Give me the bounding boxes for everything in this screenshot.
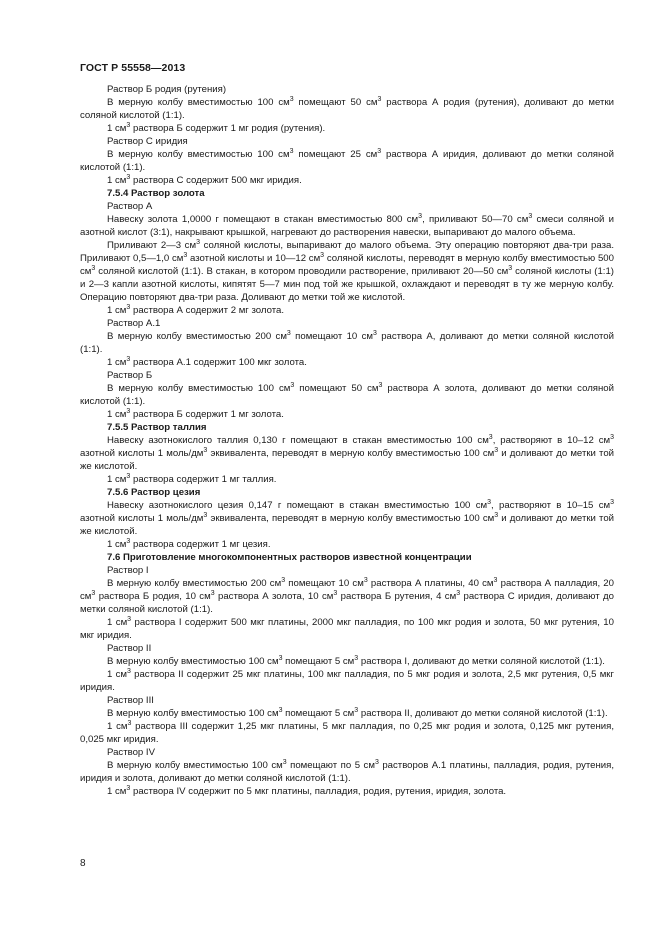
text-run: раствора содержит 1 мг цезия. [130, 539, 271, 550]
text-run: раствора А родия (рутения), доливают до метки соляной кислотой (1:1). [80, 97, 614, 121]
text-cesium-prep [80, 499, 614, 538]
superscript: 3 [494, 512, 499, 519]
superscript: 3 [91, 590, 96, 597]
superscript: 3 [372, 330, 377, 337]
text-gold-b-prep [80, 382, 614, 408]
superscript: 3 [196, 239, 200, 246]
text-run: В мерную колбу вместимостью 200 см [107, 578, 282, 589]
text-run: раствора I содержит 500 мкг платины, 2000 мкг палладия, по 100 мкг родия и золота, 50 мкг рутения, 10 мкг иридия. [80, 617, 614, 641]
text-run: 1 см [107, 669, 127, 680]
superscript: 3 [126, 174, 131, 181]
superscript: 3 [487, 499, 492, 506]
text-run: и доливают до метки той же кислотой. [80, 448, 615, 472]
superscript: 3 [418, 213, 423, 220]
text-run: соляной кислоты, выпаривают до малого объема. Эту операцию повторяют два-три раза. Приливают 0,5—1,0 см [80, 240, 614, 264]
text-run: Приливают 2—3 см [107, 240, 197, 251]
text-run: , растворяют в 10–15 см [491, 500, 611, 511]
superscript: 3 [377, 96, 382, 103]
text-run: 7.6 Приготовление многокомпонентных растворов известной концентрации [107, 552, 472, 563]
text-run: 1 см [107, 786, 127, 797]
text-solution-iii-content [80, 720, 614, 746]
text-run: Навеску азотнокислого таллия 0,130 г помещают в стакан вместимостью 100 см [107, 435, 489, 446]
text-run: раствора II содержит 25 мкг платины, 100 мкг палладия, по 5 мкг родия и золота, 2,5 мкг рутения, 0,5 мкг иридия. [80, 669, 614, 693]
text-run: раствора С иридия, доливают до метки соляной кислотой (1:1). [80, 591, 614, 615]
superscript: 3 [203, 447, 208, 454]
text-run: помещают 50 см [294, 383, 379, 394]
superscript: 3 [126, 785, 131, 792]
superscript: 3 [126, 473, 131, 480]
text-run: раствора Б содержит 1 мг родия (рутения). [130, 123, 326, 134]
text-gold-a-2 [80, 239, 614, 304]
text-run: 1 см [107, 539, 127, 550]
superscript: 3 [320, 252, 325, 259]
text-gold-a1-prep [80, 330, 614, 356]
text-run: 1 см [107, 721, 128, 732]
text-run: Раствор I [107, 565, 149, 576]
label-solution-ii [80, 642, 614, 655]
text-run: азотной кислоты 1 моль/дм [80, 448, 204, 459]
text-run: и доливают до метки той же кислотой. [80, 513, 615, 537]
text-run: раствора А палладия, 20 см [80, 578, 614, 602]
text-run: В мерную колбу вместимостью 100 см [107, 149, 290, 160]
text-run: 1 см [107, 123, 127, 134]
document-body [80, 83, 614, 798]
superscript: 3 [203, 512, 208, 519]
text-solution-iv-content [80, 785, 614, 798]
heading-7-5-5 [80, 421, 614, 434]
label-solution-c-iridium [80, 135, 614, 148]
superscript: 3 [508, 265, 513, 272]
text-run: раствора Б родия, 10 см [95, 591, 211, 602]
text-run: раствора А золота, 10 см [214, 591, 334, 602]
text-solution-iv-prep [80, 759, 614, 785]
superscript: 3 [126, 122, 131, 129]
text-run: 1 см [107, 617, 128, 628]
text-run: соляной кислоты (1:1) и 2—3 капли азотной кислоты, кипятят 5—7 мин под той же крышкой, охлаждают и переводят в ту же мерную колбу. Операцию повторяют два-три раза. Доливают до метки той же кислотой. [80, 266, 614, 303]
text-run: помещают 10 см [285, 578, 364, 589]
text-b-rhodium-content [80, 122, 614, 135]
text-run: Раствор IV [107, 747, 155, 758]
text-run: раствора А содержит 2 мг золота. [130, 305, 284, 316]
text-run: раствора А золота, доливают до метки соляной кислотой (1:1). [80, 383, 614, 407]
label-solution-iv [80, 746, 614, 759]
superscript: 3 [126, 356, 131, 363]
text-run: 1 см [107, 357, 127, 368]
superscript: 3 [610, 499, 614, 506]
superscript: 3 [610, 434, 614, 441]
text-run: растворов А.1 платины, палладия, родия, рутения, иридия и золота, доливают до метки соляной кислотой (1:1). [80, 760, 615, 784]
superscript: 3 [333, 590, 338, 597]
text-solution-ii-content [80, 668, 614, 694]
text-run: эквивалента, переводят в мерную колбу вместимостью 100 см [207, 448, 495, 459]
text-run: помещают 50 см [293, 97, 378, 108]
text-run: , приливают 50—70 см [422, 214, 529, 225]
text-run: , растворяют в 10–12 см [492, 435, 611, 446]
text-run: 1 см [107, 474, 127, 485]
superscript: 3 [494, 447, 499, 454]
superscript: 3 [488, 434, 493, 441]
text-solution-ii-prep [80, 655, 614, 668]
text-run: раствора Б рутения, 4 см [337, 591, 457, 602]
text-run: азотной кислоты 1 моль/дм [80, 513, 204, 524]
label-gold-a [80, 200, 614, 213]
page-number: 8 [80, 858, 86, 869]
text-b-rhodium-prep [80, 96, 614, 122]
text-run: Раствор А.1 [107, 318, 161, 329]
superscript: 3 [354, 655, 359, 662]
superscript: 3 [363, 577, 368, 584]
superscript: 3 [286, 330, 291, 337]
superscript: 3 [126, 538, 131, 545]
text-run: раствора Б содержит 1 мг золота. [130, 409, 284, 420]
text-run: эквивалента, переводят в мерную колбу вместимостью 100 см [207, 513, 495, 524]
text-run: Раствор Б родия (рутения) [107, 84, 227, 95]
text-run: В мерную колбу вместимостью 100 см [107, 708, 279, 719]
text-solution-iii-prep [80, 707, 614, 720]
superscript: 3 [210, 590, 215, 597]
text-run: 1 см [107, 175, 127, 186]
superscript: 3 [91, 265, 96, 272]
text-run: Раствор С иридия [107, 136, 188, 147]
label-solution-i [80, 564, 614, 577]
text-run: раствора А, доливают до метки соляной кислотой (1:1). [80, 331, 614, 355]
text-run: Раствор II [107, 643, 152, 654]
text-run: 7.5.4 Раствор золота [107, 188, 205, 199]
superscript: 3 [354, 707, 359, 714]
superscript: 3 [127, 616, 132, 623]
text-run: раствора содержит 1 мг таллия. [130, 474, 277, 485]
text-run: В мерную колбу вместимостью 200 см [107, 331, 287, 342]
text-thallium-content [80, 473, 614, 486]
superscript: 3 [127, 720, 132, 727]
text-gold-a-content [80, 304, 614, 317]
superscript: 3 [183, 252, 188, 259]
text-run: раствора А.1 содержит 100 мкг золота. [130, 357, 307, 368]
text-run: раствора II, доливают до метки соляной кислотой (1:1). [358, 708, 608, 719]
text-run: В мерную колбу вместимостью 100 см [107, 97, 290, 108]
text-run: соляной кислоты, переводят в мерную колбу вместимостью 500 см [80, 253, 614, 277]
label-gold-b [80, 369, 614, 382]
text-solution-i-content [80, 616, 614, 642]
superscript: 3 [289, 96, 294, 103]
text-run: раствора IV содержит по 5 мкг платины, палладия, родия, рутения, иридия, золота. [130, 786, 507, 797]
text-run: 7.5.5 Раствор таллия [107, 422, 207, 433]
text-run: 1 см [107, 409, 127, 420]
text-run: В мерную колбу вместимостью 100 см [107, 760, 283, 771]
text-run: помещают 5 см [282, 656, 355, 667]
superscript: 3 [281, 577, 286, 584]
text-thallium-prep [80, 434, 614, 473]
text-run: В мерную колбу вместимостью 100 см [107, 656, 279, 667]
text-run: 1 см [107, 305, 127, 316]
text-run: помещают 25 см [293, 149, 378, 160]
text-run: помещают 5 см [282, 708, 355, 719]
text-run: азотной кислоты и 10—12 см [187, 253, 321, 264]
text-run: раствора I, доливают до метки соляной кислотой (1:1). [358, 656, 605, 667]
superscript: 3 [377, 148, 382, 155]
superscript: 3 [278, 655, 283, 662]
heading-7-5-6 [80, 486, 614, 499]
superscript: 3 [126, 668, 131, 675]
text-run: Раствор Б [107, 370, 153, 381]
text-run: Навеску азотнокислого цезия 0,147 г помещают в стакан вместимостью 100 см [107, 500, 488, 511]
text-run: раствора А платины, 40 см [367, 578, 494, 589]
superscript: 3 [278, 707, 283, 714]
superscript: 3 [378, 382, 383, 389]
superscript: 3 [374, 759, 379, 766]
text-run: Навеску золота 1,0000 г помещают в стакан вместимостью 800 см [107, 214, 419, 225]
text-c-iridium-prep [80, 148, 614, 174]
label-gold-a1 [80, 317, 614, 330]
text-cesium-content [80, 538, 614, 551]
heading-7-5-4 [80, 187, 614, 200]
superscript: 3 [528, 213, 533, 220]
text-c-iridium-content [80, 174, 614, 187]
text-gold-a1-content [80, 356, 614, 369]
superscript: 3 [282, 759, 287, 766]
text-run: смеси соляной и азотной кислот (3:1), накрывают крышкой, нагревают до растворения навески, выпаривают до малого объема. [80, 214, 615, 238]
text-run: помещают 10 см [290, 331, 373, 342]
label-solution-b-rhodium [80, 83, 614, 96]
text-run: раствора С содержит 500 мкг иридия. [130, 175, 302, 186]
text-run: Раствор А [107, 201, 153, 212]
superscript: 3 [289, 148, 294, 155]
text-run: Раствор III [107, 695, 154, 706]
superscript: 3 [126, 408, 131, 415]
text-run: раствора III содержит 1,25 мкг платины, 5 мкг палладия, по 0,25 мкг родия и золота, 0,125 мкг рутения, 0,025 мкг иридия. [80, 721, 614, 745]
superscript: 3 [493, 577, 498, 584]
document-header: ГОСТ Р 55558—2013 [80, 62, 186, 74]
text-run: раствора А иридия, доливают до метки соляной кислотой (1:1). [80, 149, 614, 173]
text-gold-b-content [80, 408, 614, 421]
superscript: 3 [126, 304, 131, 311]
text-gold-a-1 [80, 213, 614, 239]
text-run: соляной кислотой (1:1). В стакан, в котором проводили растворение, приливают 20—50 см [95, 266, 509, 277]
heading-7-6 [80, 551, 614, 564]
text-run: 7.5.6 Раствор цезия [107, 487, 201, 498]
superscript: 3 [456, 590, 461, 597]
text-run: В мерную колбу вместимостью 100 см [107, 383, 291, 394]
label-solution-iii [80, 694, 614, 707]
superscript: 3 [290, 382, 295, 389]
text-run: помещают по 5 см [286, 760, 375, 771]
text-solution-i-prep [80, 577, 614, 616]
